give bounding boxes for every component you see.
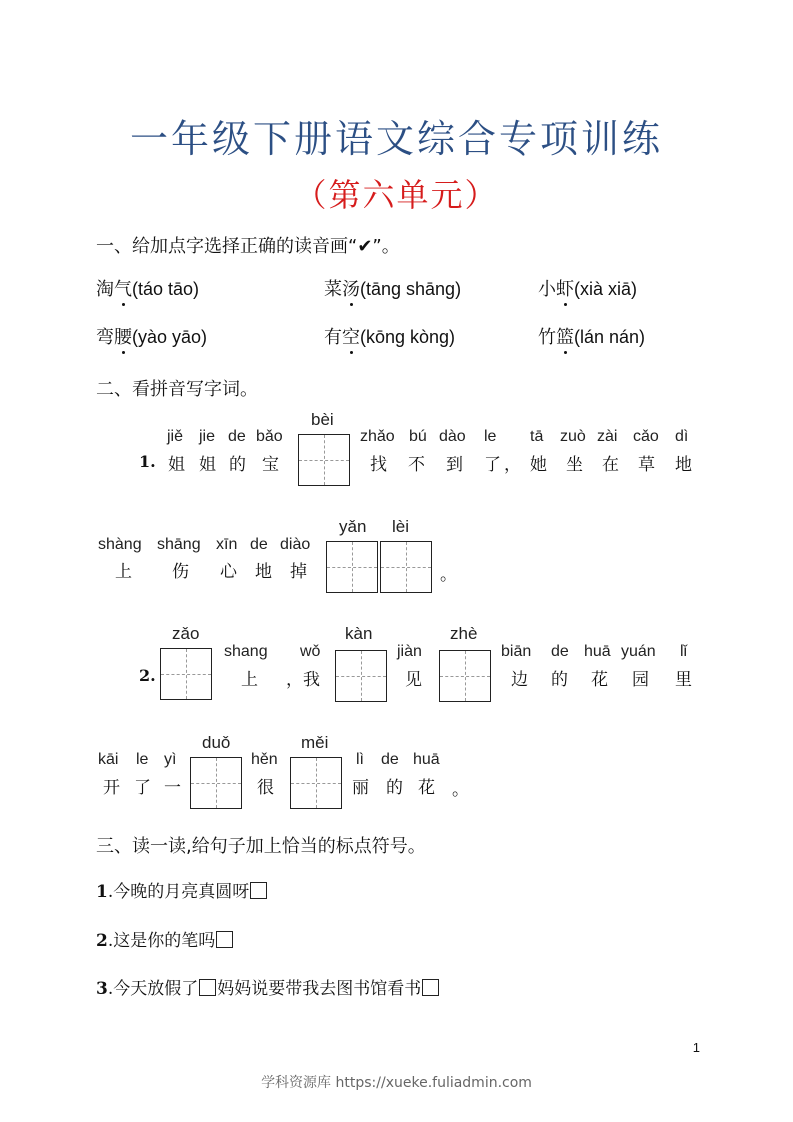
- punctuation-question: [96, 877, 268, 902]
- pinyin: wǒ: [300, 643, 321, 660]
- hanzi: 伤: [172, 562, 189, 582]
- footer-watermark: 学科资源库 https://xueke.fuliadmin.com: [261, 1075, 532, 1091]
- writing-box[interactable]: [439, 650, 491, 702]
- pinyin: shāng: [157, 536, 201, 553]
- hanzi: 地: [255, 562, 272, 582]
- punctuation: 。: [440, 565, 457, 585]
- pinyin-options[interactable]: (lán nán): [574, 327, 646, 347]
- char: 竹: [538, 327, 556, 348]
- pinyin: hěn: [251, 751, 278, 768]
- hanzi: 的: [229, 455, 246, 475]
- pinyin: de: [228, 428, 246, 445]
- writing-box[interactable]: [190, 757, 242, 809]
- page-title: 一年级下册语文综合专项训练: [129, 117, 663, 161]
- hanzi: 边: [511, 670, 528, 690]
- char: 菜: [324, 279, 342, 300]
- hanzi: 坐: [566, 455, 583, 475]
- hanzi: 宝: [262, 455, 279, 475]
- punctuation-question: [96, 926, 234, 951]
- char: 小: [538, 279, 556, 300]
- hanzi: 上: [115, 562, 132, 582]
- hanzi: 园: [632, 670, 649, 690]
- char: 淘: [96, 279, 114, 300]
- hanzi: 上: [241, 670, 258, 690]
- hanzi: 很: [257, 778, 274, 798]
- pinyin: huā: [584, 643, 611, 660]
- section3-heading: 三、读一读,给句子加上恰当的标点符号。: [96, 836, 426, 857]
- pinyin-choice-item: [324, 323, 455, 349]
- hanzi: 她: [530, 455, 547, 475]
- box-pinyin: měi: [301, 733, 329, 752]
- box-pinyin: kàn: [345, 624, 373, 643]
- dotted-char: 篮: [556, 327, 574, 348]
- pinyin-options[interactable]: (kōng kòng): [360, 327, 456, 347]
- box-pinyin: bèi: [311, 410, 334, 429]
- answer-box[interactable]: [250, 882, 267, 899]
- writing-box[interactable]: [335, 650, 387, 702]
- question-number: 1.: [139, 452, 156, 471]
- pinyin-choice-item: [538, 323, 645, 349]
- pinyin: lì: [356, 751, 364, 768]
- answer-box[interactable]: [199, 979, 216, 996]
- box-pinyin: duǒ: [202, 733, 231, 752]
- hanzi: 了: [484, 455, 501, 475]
- pinyin: jiàn: [397, 643, 422, 660]
- hanzi: 花: [591, 670, 608, 690]
- pinyin: dào: [439, 428, 466, 445]
- pinyin: lǐ: [680, 643, 688, 660]
- pinyin-choice-item: [96, 275, 199, 301]
- pinyin: dì: [675, 428, 689, 445]
- writing-box[interactable]: [380, 541, 432, 593]
- pinyin: yuán: [621, 643, 656, 660]
- question-number: 2.: [139, 666, 156, 685]
- item-number: 3: [96, 979, 108, 999]
- pinyin: zhǎo: [360, 428, 395, 445]
- pinyin-choice-item: [96, 323, 207, 349]
- dotted-char: 空: [342, 327, 360, 348]
- sentence-text: .这是你的笔吗: [107, 931, 216, 951]
- hanzi: 了: [134, 778, 151, 798]
- page-number: 1: [692, 1040, 700, 1055]
- pinyin: kāi: [98, 751, 119, 768]
- section1-heading: 一、给加点字选择正确的读音画“✔”。: [96, 236, 400, 257]
- hanzi: 见: [405, 670, 422, 690]
- box-pinyin: zhè: [450, 624, 478, 643]
- char: 有: [324, 327, 342, 348]
- pinyin: huā: [413, 751, 440, 768]
- pinyin: de: [551, 643, 569, 660]
- pinyin: jiě: [167, 428, 184, 445]
- pinyin: tā: [530, 428, 544, 445]
- pinyin: cǎo: [633, 428, 659, 445]
- hanzi: 心: [220, 562, 237, 582]
- hanzi: 不: [408, 455, 425, 475]
- hanzi: 掉: [290, 562, 307, 582]
- hanzi: 找: [370, 455, 387, 475]
- hanzi: 开: [103, 778, 120, 798]
- hanzi: 到: [446, 455, 463, 475]
- hanzi: 的: [551, 670, 568, 690]
- section2-heading: 二、看拼音写字词。: [96, 379, 258, 400]
- answer-box[interactable]: [422, 979, 439, 996]
- item-number: 1: [96, 882, 108, 902]
- hanzi: 草: [638, 455, 655, 475]
- pinyin: xīn: [216, 536, 238, 553]
- dotted-char: 气: [114, 279, 132, 300]
- hanzi: 在: [602, 455, 619, 475]
- pinyin: zài: [597, 428, 618, 445]
- pinyin: zuò: [560, 428, 586, 445]
- page-subtitle: （第六单元）: [294, 176, 499, 214]
- pinyin-options[interactable]: (táo tāo): [132, 279, 200, 299]
- pinyin: diào: [280, 536, 311, 553]
- answer-box[interactable]: [216, 931, 233, 948]
- hanzi: 姐: [168, 455, 185, 475]
- pinyin: jie: [199, 428, 216, 445]
- pinyin: le: [136, 751, 149, 768]
- sentence-text: 妈妈说要带我去图书馆看书: [217, 979, 422, 999]
- pinyin: de: [381, 751, 399, 768]
- hanzi: 地: [675, 455, 692, 475]
- dotted-char: 虾: [556, 279, 574, 300]
- dotted-char: 汤: [342, 279, 360, 300]
- writing-box[interactable]: [298, 434, 350, 486]
- box-pinyin: zǎo: [172, 624, 200, 643]
- sentence-text: .今晚的月亮真圆呀: [107, 882, 250, 902]
- item-number: 2: [96, 931, 108, 951]
- pinyin: bǎo: [256, 428, 283, 445]
- pinyin: bú: [409, 428, 427, 445]
- pinyin: shang: [224, 643, 268, 660]
- pinyin: shàng: [98, 536, 142, 553]
- writing-box[interactable]: [160, 648, 212, 700]
- hanzi: ，我: [286, 670, 320, 690]
- pinyin: de: [250, 536, 268, 553]
- hanzi: 的: [386, 778, 403, 798]
- pinyin-choice-item: [538, 275, 637, 301]
- writing-box[interactable]: [290, 757, 342, 809]
- writing-box[interactable]: [326, 541, 378, 593]
- dotted-char: 腰: [114, 327, 132, 348]
- punctuation-question: [96, 974, 440, 999]
- punctuation: 。: [452, 780, 469, 800]
- pinyin-options[interactable]: (tāng shāng): [360, 279, 462, 299]
- pinyin-options[interactable]: (yào yāo): [132, 327, 208, 347]
- char: 弯: [96, 327, 114, 348]
- hanzi: 姐: [199, 455, 216, 475]
- pinyin-choice-item: [324, 275, 461, 301]
- box-pinyin: yǎn: [339, 517, 367, 536]
- hanzi: 一: [164, 778, 181, 798]
- box-pinyin: lèi: [392, 517, 410, 536]
- sentence-text: .今天放假了: [107, 979, 199, 999]
- punctuation: ，: [504, 455, 521, 475]
- hanzi: 里: [675, 670, 692, 690]
- pinyin: biān: [501, 643, 532, 660]
- pinyin: le: [484, 428, 497, 445]
- hanzi: 丽: [352, 778, 369, 798]
- pinyin: yì: [164, 751, 177, 768]
- hanzi: 花: [418, 778, 435, 798]
- pinyin-options[interactable]: (xià xiā): [574, 279, 638, 299]
